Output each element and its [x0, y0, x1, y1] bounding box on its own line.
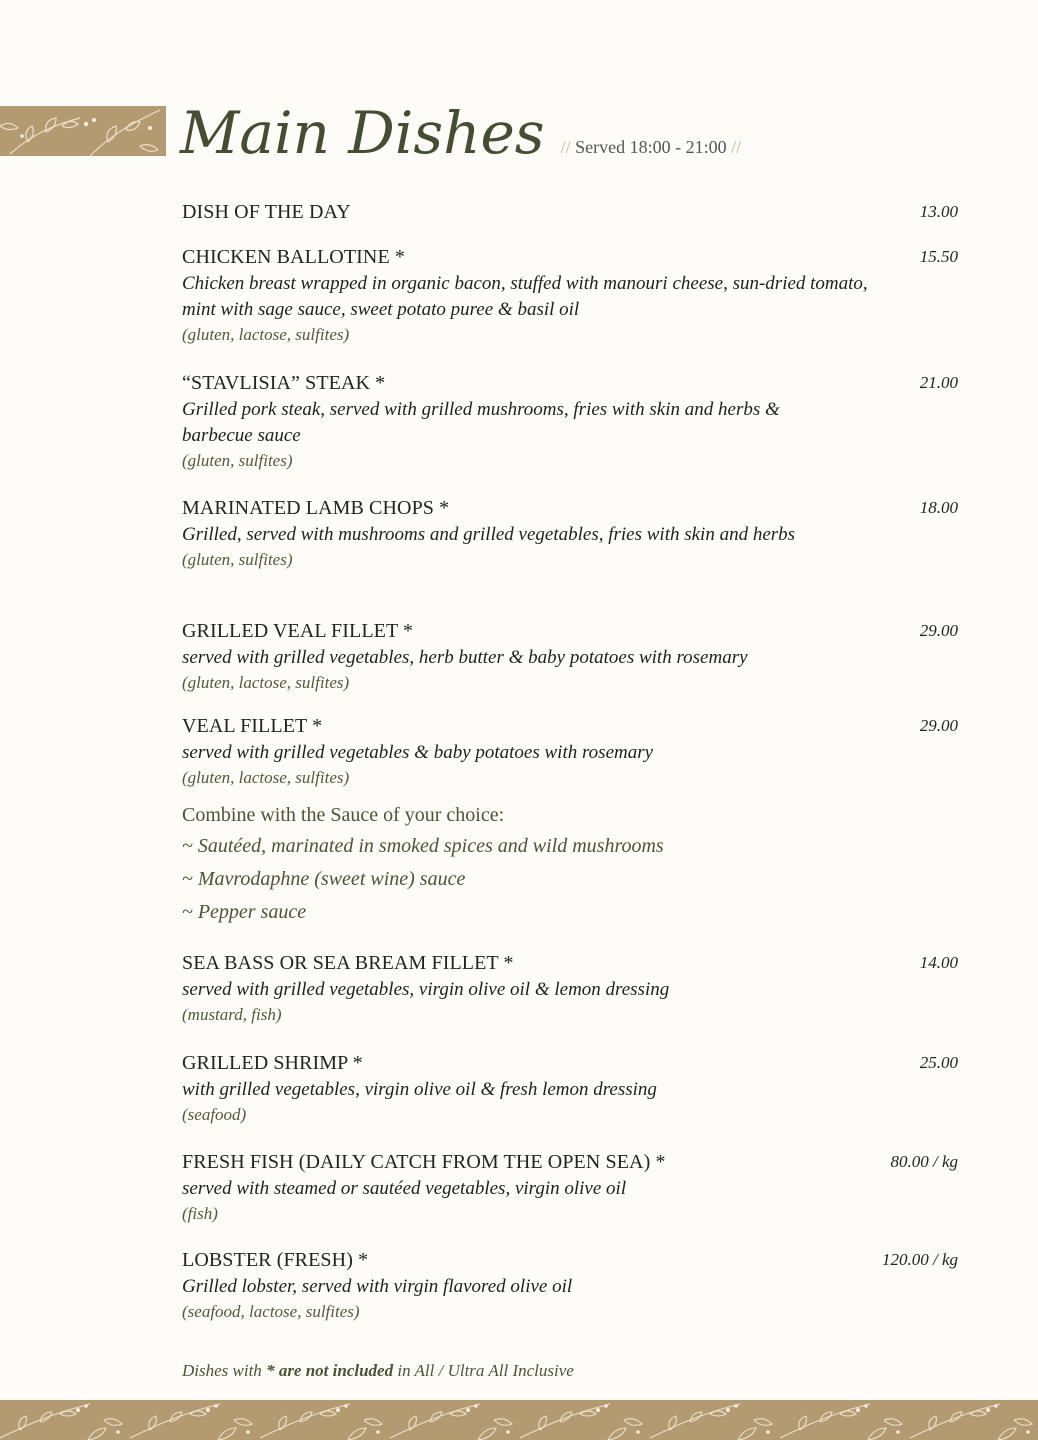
dish-description: Chicken breast wrapped in organic bacon, stuffed with manouri cheese, sun-dried tomato, mint with sage sauce, sweet potato puree & basil oil — [182, 273, 868, 320]
dish-allergens: (seafood) — [182, 1105, 247, 1124]
dish-price: 29.00 — [919, 621, 958, 640]
dish-description: Grilled pork steak, served with grilled mushrooms, fries with skin and herbs & barbecue sauce — [182, 399, 780, 446]
dish-name: SEA BASS OR SEA BREAM FILLET * — [182, 952, 514, 974]
dish-allergens: (gluten, sulfites) — [182, 550, 293, 569]
sauce-options — [182, 800, 942, 929]
dish-name: VEAL FILLET * — [182, 715, 323, 737]
dish-allergens: (mustard, fish) — [182, 1005, 282, 1024]
dish-description: served with grilled vegetables, herb butter & baby potatoes with rosemary — [182, 647, 748, 668]
dish-name: CHICKEN BALLOTINE * — [182, 246, 405, 268]
page-title — [180, 94, 1030, 172]
menu-item-grilled-veal-fillet — [182, 617, 958, 695]
dish-allergens: (gluten, lactose, sulfites) — [182, 768, 350, 787]
section-title: Main Dishes — [180, 99, 545, 167]
sauce-option: ~ Pepper sauce — [182, 901, 307, 923]
menu-item-dish-of-the-day — [182, 198, 958, 226]
dish-price: 21.00 — [919, 373, 958, 392]
leaf-pattern-icon — [0, 1400, 1038, 1440]
serving-hours: // Served 18:00 - 21:00 // — [560, 137, 742, 157]
inclusion-footnote: Dishes with * are not included in All / Ultra All Inclusive — [182, 1361, 574, 1380]
dish-price: 15.50 — [919, 247, 958, 266]
dish-price: 18.00 — [919, 498, 958, 517]
menu-item-marinated-lamb-chops — [182, 494, 958, 572]
dish-price: 29.00 — [919, 716, 958, 735]
sauce-intro: Combine with the Sauce of your choice: — [182, 804, 505, 826]
dish-price: 25.00 — [919, 1053, 958, 1072]
dish-description: Grilled lobster, served with virgin flavored olive oil — [182, 1276, 573, 1297]
dish-allergens: (gluten, lactose, sulfites) — [182, 325, 350, 344]
dish-allergens: (seafood, lactose, sulfites) — [182, 1302, 360, 1321]
dish-name: MARINATED LAMB CHOPS * — [182, 497, 450, 519]
dish-name: GRILLED SHRIMP * — [182, 1052, 363, 1074]
dish-description: Grilled, served with mushrooms and grilled vegetables, fries with skin and herbs — [182, 524, 796, 545]
dish-price: 120.00 / kg — [881, 1250, 958, 1269]
dish-description: served with grilled vegetables, virgin olive oil & lemon dressing — [182, 979, 670, 1000]
menu-item-veal-fillet — [182, 712, 958, 790]
menu-item-sea-bass-fillet — [182, 949, 958, 1027]
dish-price: 80.00 / kg — [890, 1152, 958, 1171]
leaf-pattern-icon — [0, 106, 166, 156]
dish-description: with grilled vegetables, virgin olive oil & fresh lemon dressing — [182, 1079, 657, 1100]
dish-price: 13.00 — [919, 202, 958, 221]
dish-description: served with grilled vegetables & baby potatoes with rosemary — [182, 742, 654, 763]
dish-allergens: (gluten, lactose, sulfites) — [182, 673, 350, 692]
menu-item-lobster — [182, 1246, 958, 1324]
menu-item-chicken-ballotine — [182, 243, 958, 347]
dish-allergens: (fish) — [182, 1204, 218, 1223]
dish-allergens: (gluten, sulfites) — [182, 451, 293, 470]
sauce-option: ~ Sautéed, marinated in smoked spices and wild mushrooms — [182, 835, 664, 857]
dish-name: GRILLED VEAL FILLET * — [182, 620, 414, 642]
dish-name: LOBSTER (FRESH) * — [182, 1249, 369, 1271]
dish-name: “STAVLISIA” STEAK * — [182, 372, 386, 394]
decorative-leaf-band-top — [0, 106, 166, 156]
dish-description: served with steamed or sautéed vegetables, virgin olive oil — [182, 1178, 627, 1199]
dish-name: FRESH FISH (DAILY CATCH FROM THE OPEN SEA) * — [182, 1151, 666, 1173]
decorative-leaf-band-bottom — [0, 1400, 1038, 1440]
menu-item-stavlisia-steak — [182, 369, 958, 473]
dish-price: 14.00 — [919, 953, 958, 972]
sauce-option: ~ Mavrodaphne (sweet wine) sauce — [182, 868, 466, 890]
menu-item-fresh-fish — [182, 1148, 958, 1226]
dish-name: DISH OF THE DAY — [182, 201, 351, 223]
menu-item-grilled-shrimp — [182, 1049, 958, 1127]
